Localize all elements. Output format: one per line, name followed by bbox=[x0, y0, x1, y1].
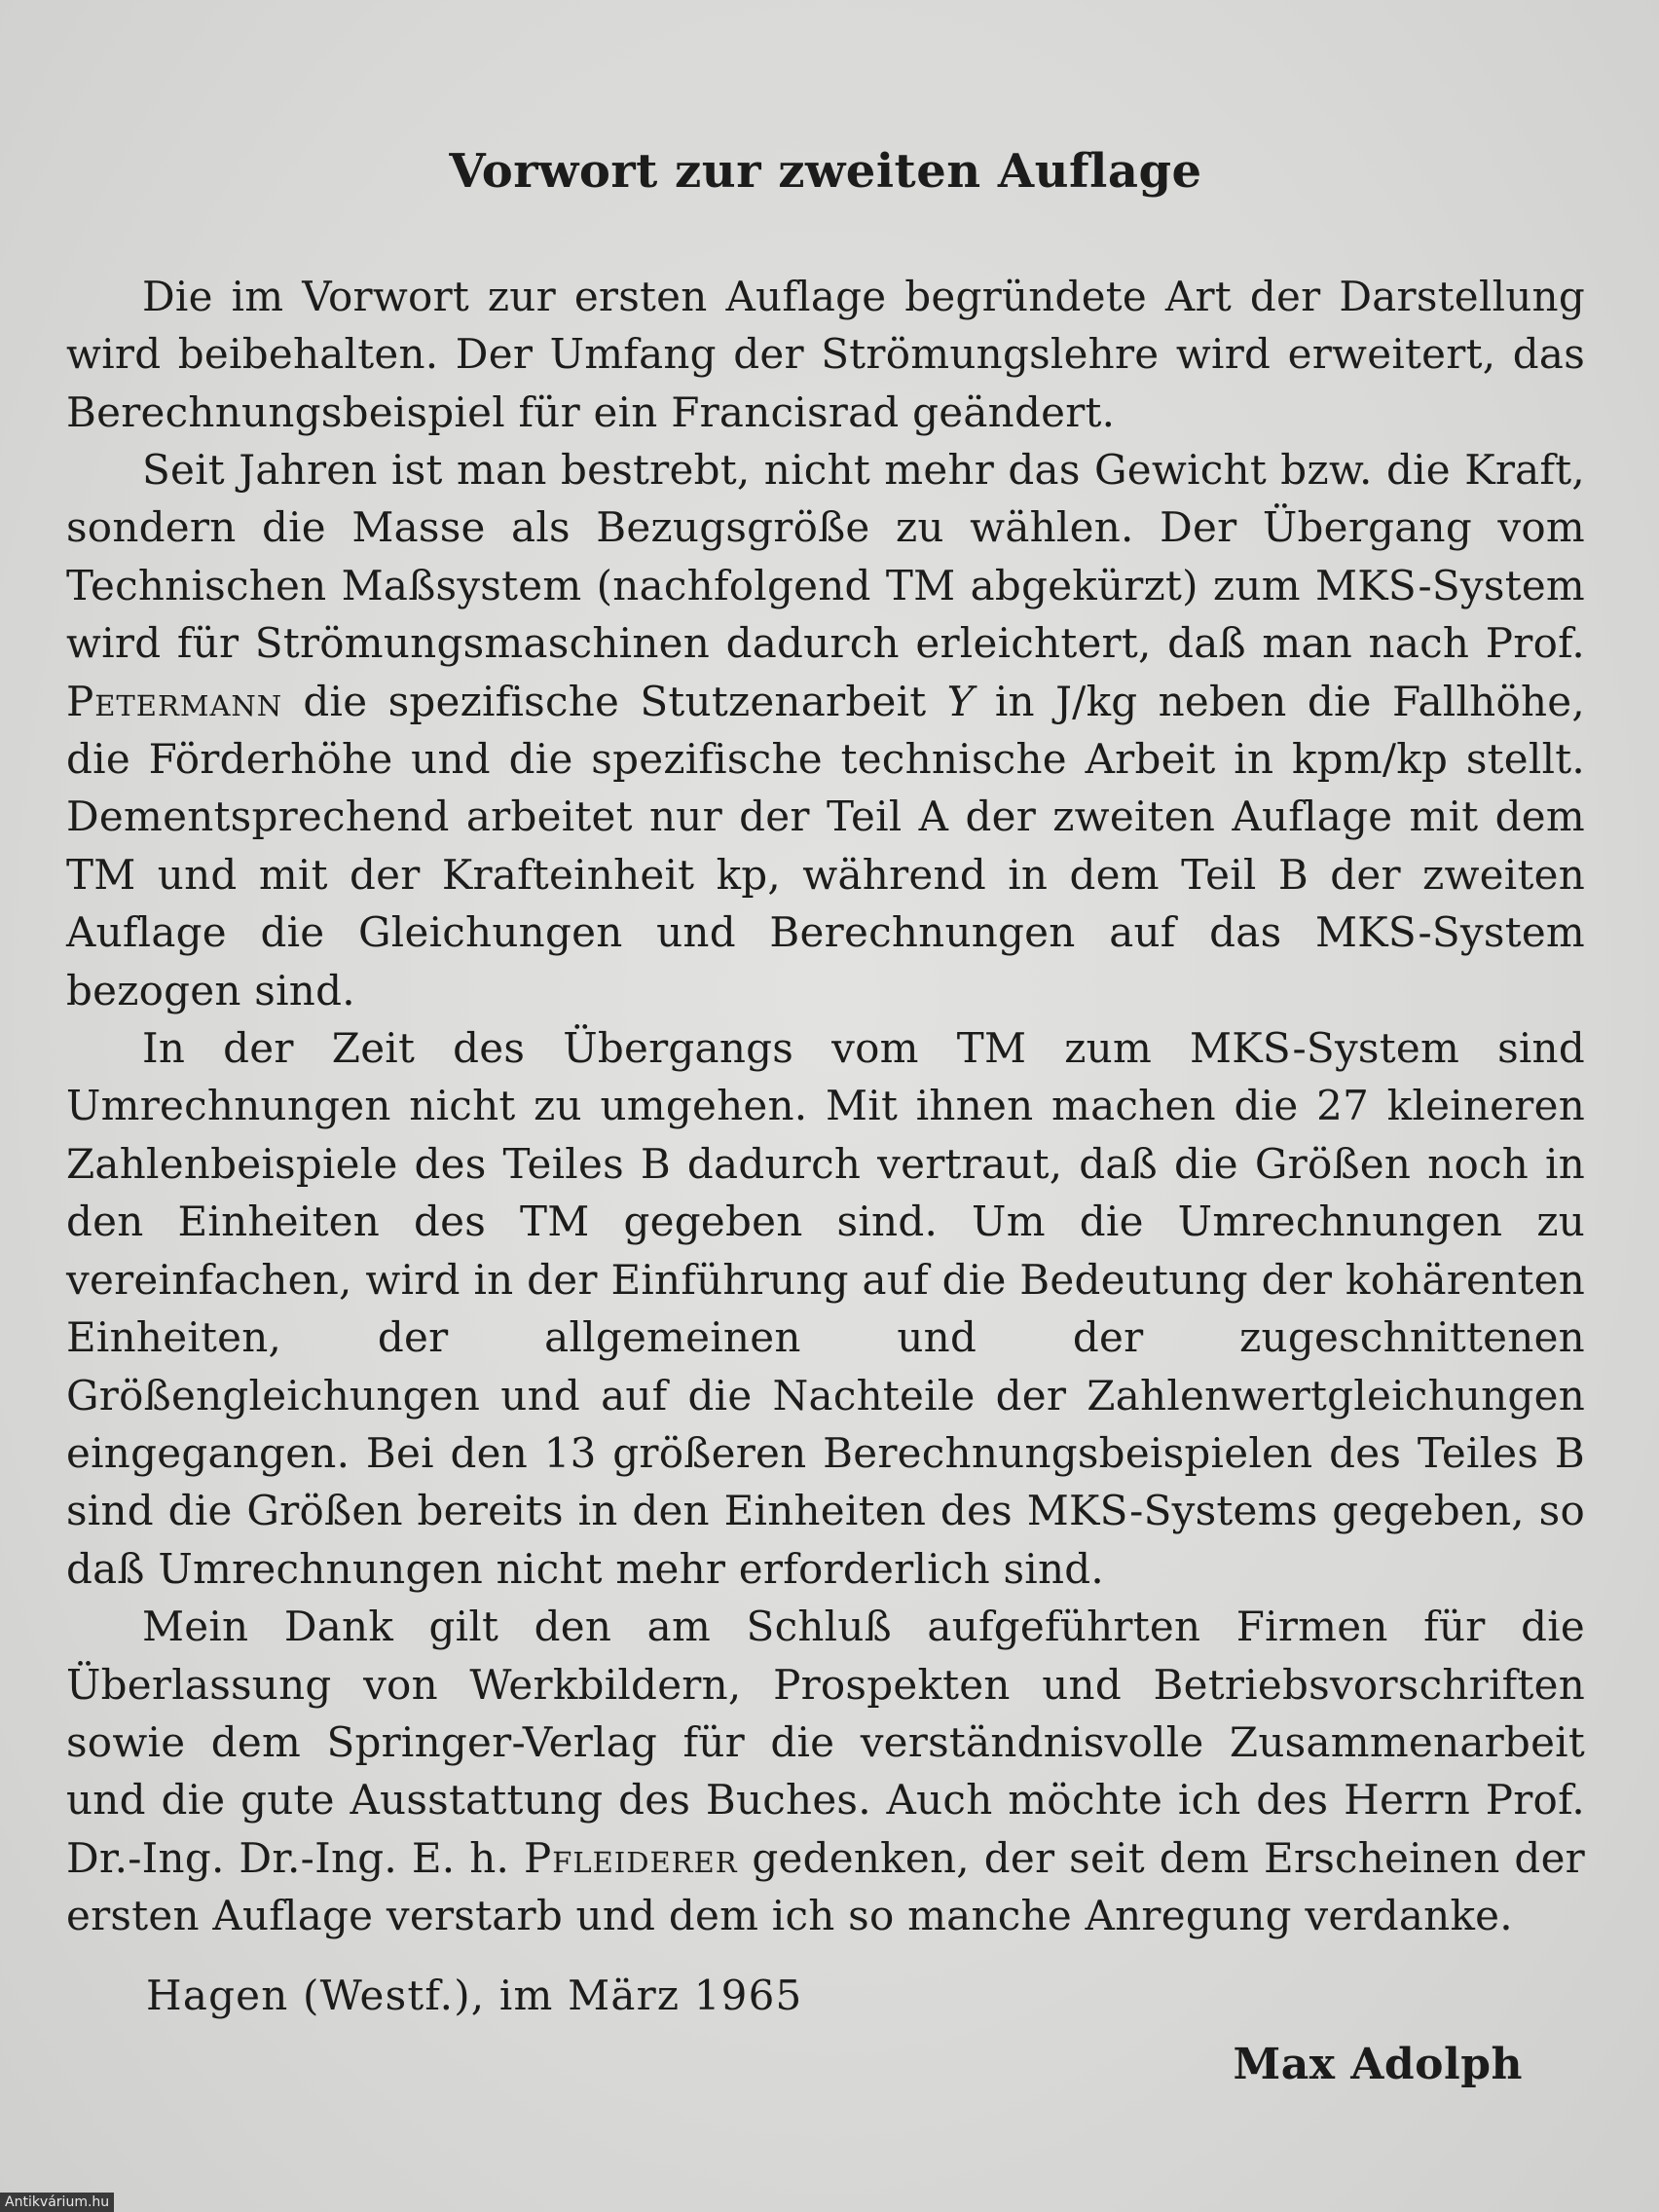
page-content bbox=[66, 146, 1585, 2089]
author-signature: Max Adolph bbox=[1233, 2039, 1523, 2089]
paragraph-2 bbox=[66, 441, 1585, 1019]
paragraph-2-text-b: die spezifische Stutzenarbeit bbox=[282, 677, 947, 725]
symbol-y: Y bbox=[946, 677, 975, 725]
paragraph-4 bbox=[66, 1598, 1585, 1944]
paragraph-4-text-a: Mein Dank gilt den am Schluß aufgeführten Firmen für die Überlassung von Werkbildern, Prospekten und Betriebsvorschriften sowie dem Springer-Verlag für die verständnisvolle Zusammenarbeit und die gute Ausstattung des Buches. Auch möchte ich des Herrn Prof. Dr.-Ing. Dr.-Ing. E. h. bbox=[66, 1603, 1585, 1882]
watermark: Antikvárium.hu bbox=[0, 2193, 114, 2212]
paragraph-1: Die im Vorwort zur ersten Auflage begründete Art der Darstellung wird beibehalten. Der Umfang der Strömungslehre wird erweitert, das Berechnungsbeispiel für ein Francisrad geändert. bbox=[66, 272, 1585, 436]
page-title: Vorwort zur zweiten Auflage bbox=[449, 144, 1202, 199]
paragraph-2-text-a: Seit Jahren ist man bestrebt, nicht mehr das Gewicht bzw. die Kraft, sondern die Masse als Bezugsgröße zu wählen. Der Übergang vom Technischen Maßsystem (nachfolgend TM abgekürzt) zum MKS-System wird für Strömungsmaschinen dadurch erleichtert, daß man nach Prof. bbox=[66, 446, 1585, 668]
person-name-pfleiderer: Pfleiderer bbox=[524, 1833, 738, 1882]
person-name-petermann: Petermann bbox=[66, 677, 283, 725]
paragraph-3: In der Zeit des Übergangs vom TM zum MKS-System sind Umrechnungen nicht zu umgehen. Mit ihnen machen die 27 kleineren Zahlenbeispiele des Teiles B dadurch vertraut, daß die Größen noch in den Einheiten des TM gegeben sind. Um die Umrechnungen zu vereinfachen, wird in der Einführung auf die Bedeutung der kohärenten Einheiten, der allgemeinen und der zugeschnittenen Größengleichungen und auf die Nachteile der Zahlenwertgleichungen eingegangen. Bei den 13 größeren Berechnungsbeispielen des Teiles B sind die Größen bereits in den Einheiten des MKS-Systems gegeben, so daß Umrechnungen nicht mehr erforderlich sind. bbox=[66, 1024, 1585, 1593]
paragraph-2-text-c: in J/kg neben die Fallhöhe, die Förderhöhe und die spezifische technische Arbeit in kpm/kp stellt. Dementsprechend arbeitet nur der Teil A der zweiten Auflage mit dem TM und mit der Krafteinheit kp, während in dem Teil B der zweiten Auflage die Gleichungen und Berechnungen auf das MKS-System bezogen sind. bbox=[66, 677, 1586, 1014]
place-date: Hagen (Westf.), im März 1965 bbox=[146, 1971, 803, 2019]
paragraph-4-text-b: gedenken, der seit dem Erscheinen der ersten Auflage verstarb und dem ich so manche Anregung verdanke. bbox=[66, 1833, 1585, 1940]
